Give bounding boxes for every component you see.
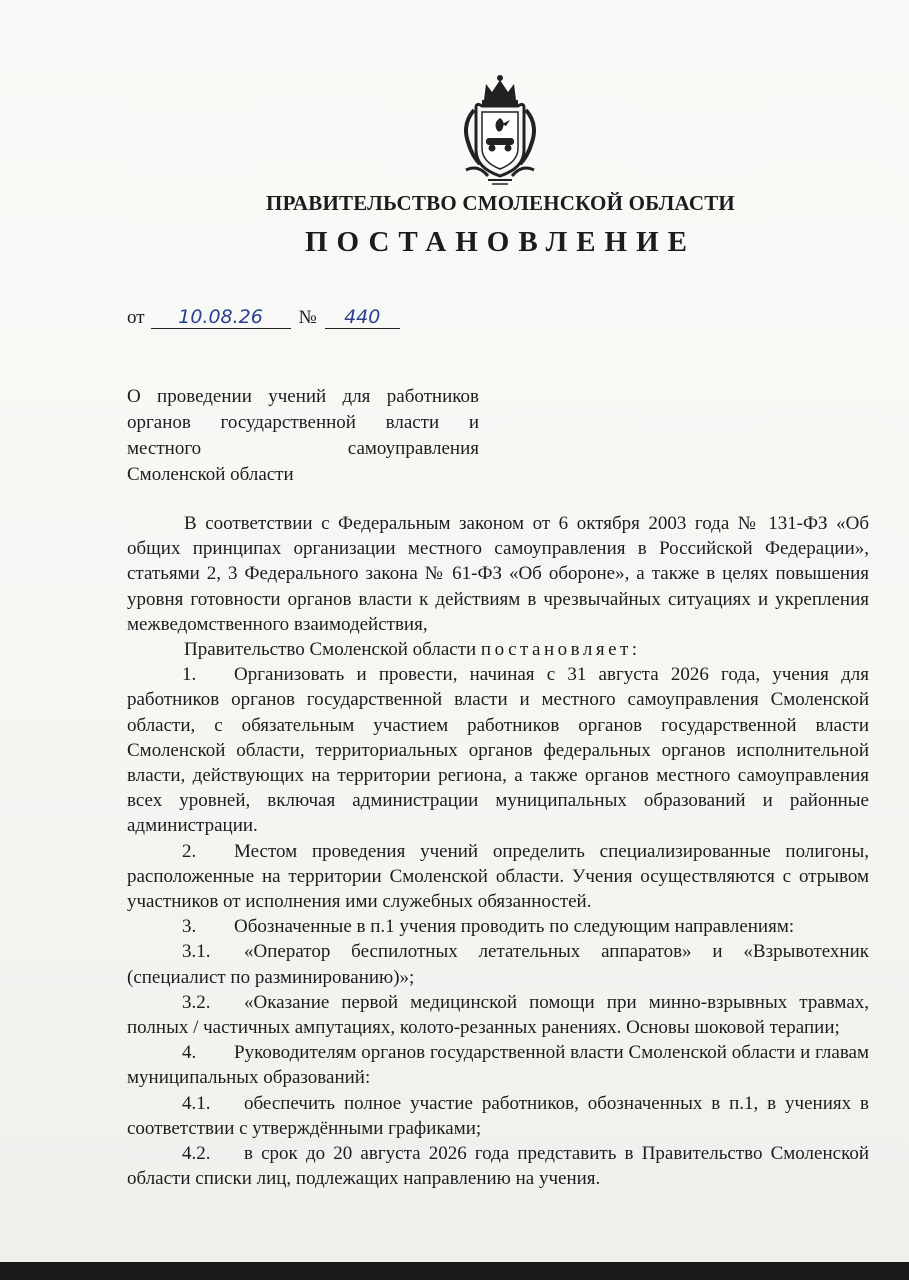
document-body <box>127 511 869 1191</box>
list-item <box>127 1141 869 1191</box>
number-label: № <box>298 307 317 328</box>
list-item <box>127 839 869 915</box>
list-item <box>127 990 869 1040</box>
item-number: 1. <box>182 664 197 686</box>
smolensk-coat-of-arms-icon <box>448 72 552 190</box>
document-type-title: ПОСТАНОВЛЕНИЕ <box>304 226 696 258</box>
scan-edge <box>0 1262 909 1280</box>
item-text: обеспечить полное участие работников, обозначенных в п.1, в учениях в соответствии с утверждёнными графиками; <box>127 1092 869 1139</box>
date-label: от <box>127 307 145 328</box>
document-subject <box>127 384 479 488</box>
list-item <box>127 914 869 939</box>
list-item <box>127 1040 869 1090</box>
item-text: Руководителям органов государственной власти Смоленской области и главам муниципальных образований: <box>127 1042 869 1089</box>
preamble-paragraph: В соответствии с Федеральным законом от 6 октября 2003 года № 131-ФЗ «Об общих принципах организации местного самоуправления в Российской Федерации», статьями 2, 3 Федерального закона № 61-ФЗ «Об обороне», а также в целях повышения уровня готовности органов власти к действиям в чрезвычайных ситуациях и укрепления межведомственного взаимодействия, <box>127 513 869 635</box>
subject-line: органов государственной власти и <box>127 412 479 433</box>
handwritten-date: 10.08.26 <box>151 306 291 329</box>
subject-line: местного самоуправления <box>127 438 479 459</box>
item-text: Обозначенные в п.1 учения проводить по следующим направлениям: <box>234 916 795 938</box>
item-text: в срок до 20 августа 2026 года представить в Правительство Смоленской области списки лиц, подлежащих направлению на учения. <box>127 1143 869 1190</box>
item-number: 3.2. <box>182 991 211 1013</box>
list-item <box>127 662 869 838</box>
item-text: Местом проведения учений определить специализированные полигоны, расположенные на территории Смоленской области. Учения осуществляются с отрывом участников от исполнения ими служебных обязанностей. <box>127 840 869 913</box>
subject-line: Смоленской области <box>127 464 294 485</box>
item-number: 3.1. <box>182 941 211 963</box>
resolves-prefix: Правительство Смоленской области <box>184 639 481 661</box>
item-number: 3. <box>182 916 197 938</box>
subject-line: О проведении учений для работников <box>127 386 479 407</box>
resolves-word: постановляет: <box>480 639 641 661</box>
handwritten-number: 440 <box>325 306 400 329</box>
item-number: 4. <box>182 1042 197 1064</box>
resolves-paragraph <box>127 637 869 662</box>
item-text: «Оказание первой медицинской помощи при минно-взрывных травмах, полных / частичных ампутациях, колото-резанных ранениях. Основы шоковой терапии; <box>127 991 869 1039</box>
item-number: 2. <box>182 840 197 862</box>
organization-title: ПРАВИТЕЛЬСТВО СМОЛЕНСКОЙ ОБЛАСТИ <box>266 191 735 215</box>
list-item <box>127 939 869 989</box>
item-text: «Оператор беспилотных летательных аппаратов» и «Взрывотехник (специалист по разминированию)»; <box>127 941 869 988</box>
dateline <box>127 306 400 336</box>
item-number: 4.2. <box>182 1143 211 1165</box>
item-number: 4.1. <box>182 1092 211 1114</box>
item-text: Организовать и провести, начиная с 31 августа 2026 года, учения для работников органов государственной власти и местного самоуправления Смоленской области, с обязательным участием работников органов государственной власти Смоленской области, территориальных органов федеральных органов исполнительной власти, действующих на территории региона, а также органов местного самоуправления всех уровней, включая администрации муниципальных образований и районные администрации. <box>127 664 869 837</box>
list-item <box>127 1091 869 1141</box>
